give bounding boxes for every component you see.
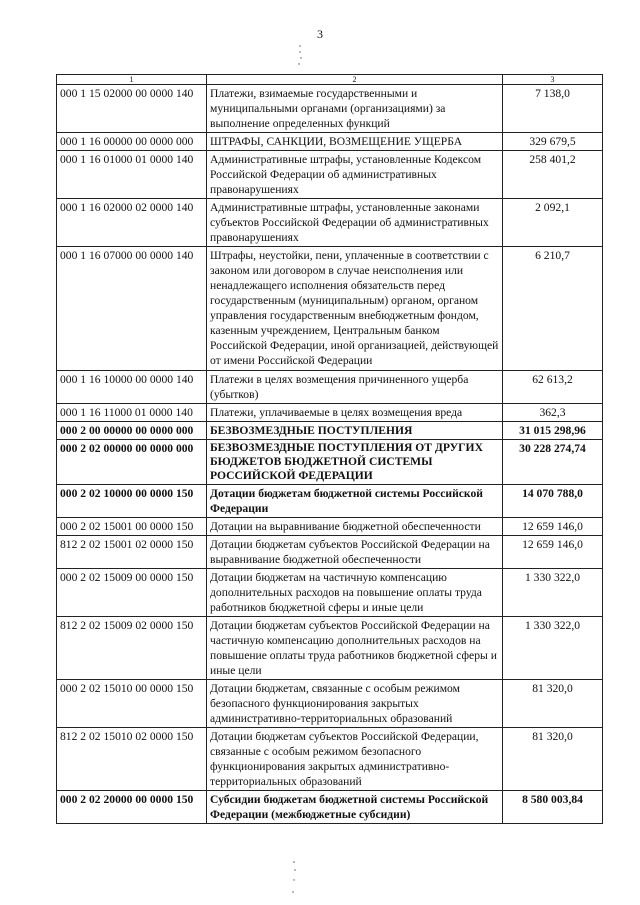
table-row [57, 791, 603, 824]
name-cell: Дотации бюджетам субъектов Российской Федерации на выравнивание бюджетной обеспеченности [207, 536, 503, 569]
column-header-code: 1 [57, 75, 207, 85]
column-header-amount: 3 [503, 75, 603, 85]
amount-cell: 30 228 274,74 [503, 440, 603, 485]
code-cell: 812 2 02 15001 02 0000 150 [57, 536, 207, 569]
table-row [57, 133, 603, 151]
code-cell: 000 2 02 20000 00 0000 150 [57, 791, 207, 824]
amount-cell: 12 659 146,0 [503, 518, 603, 536]
table-row [57, 569, 603, 617]
table-row [57, 680, 603, 728]
code-cell: 000 1 16 10000 00 0000 140 [57, 371, 207, 404]
amount-cell: 2 092,1 [503, 199, 603, 247]
code-cell: 000 2 02 15009 00 0000 150 [57, 569, 207, 617]
code-cell: 000 1 16 01000 01 0000 140 [57, 151, 207, 199]
code-cell: 812 2 02 15009 02 0000 150 [57, 617, 207, 680]
amount-cell: 14 070 788,0 [503, 485, 603, 518]
name-cell: Административные штрафы, установленные Кодексом Российской Федерации об административных правонарушениях [207, 151, 503, 199]
name-cell: Дотации бюджетам, связанные с особым режимом безопасного функционирования закрытых административно-территориальных образований [207, 680, 503, 728]
name-cell: Дотации бюджетам на частичную компенсацию дополнительных расходов на повышение оплаты труда работников бюджетной сферы и иные цели [207, 569, 503, 617]
code-cell: 000 1 16 02000 02 0000 140 [57, 199, 207, 247]
name-cell: Штрафы, неустойки, пени, уплаченные в соответствии с законом или договором в случае неисполнения или ненадлежащего исполнения обязательств перед государственным (муниципальным) органом, органом управления государственным внебюджетным фондом, казенным учреждением, Центральным банком Российской Федерации, иной организацией, действующей от имени Российской Федерации [207, 247, 503, 371]
table-row [57, 422, 603, 440]
table-row [57, 371, 603, 404]
amount-cell: 62 613,2 [503, 371, 603, 404]
code-cell: 000 1 16 00000 00 0000 000 [57, 133, 207, 151]
name-cell: Дотации на выравнивание бюджетной обеспеченности [207, 518, 503, 536]
code-cell: 812 2 02 15010 02 0000 150 [57, 728, 207, 791]
amount-cell: 12 659 146,0 [503, 536, 603, 569]
name-cell: Платежи, уплачиваемые в целях возмещения вреда [207, 404, 503, 422]
name-cell: Административные штрафы, установленные законами субъектов Российской Федерации об административных правонарушениях [207, 199, 503, 247]
name-cell: ШТРАФЫ, САНКЦИИ, ВОЗМЕЩЕНИЕ УЩЕРБА [207, 133, 503, 151]
amount-cell: 8 580 003,84 [503, 791, 603, 824]
name-cell: БЕЗВОЗМЕЗДНЫЕ ПОСТУПЛЕНИЯ ОТ ДРУГИХ БЮДЖЕТОВ БЮДЖЕТНОЙ СИСТЕМЫ РОССИЙСКОЙ ФЕДЕРАЦИИ [207, 440, 503, 485]
table-row [57, 617, 603, 680]
amount-cell: 362,3 [503, 404, 603, 422]
code-cell: 000 2 02 15001 00 0000 150 [57, 518, 207, 536]
table-row [57, 536, 603, 569]
table-row [57, 151, 603, 199]
amount-cell: 329 679,5 [503, 133, 603, 151]
table-row [57, 518, 603, 536]
amount-cell: 31 015 298,96 [503, 422, 603, 440]
code-cell: 000 2 02 15010 00 0000 150 [57, 680, 207, 728]
code-cell: 000 1 15 02000 00 0000 140 [57, 85, 207, 133]
table-row [57, 199, 603, 247]
amount-cell: 81 320,0 [503, 728, 603, 791]
amount-cell: 6 210,7 [503, 247, 603, 371]
table-row [57, 404, 603, 422]
amount-cell: 258 401,2 [503, 151, 603, 199]
amount-cell: 1 330 322,0 [503, 617, 603, 680]
page-number: 3 [317, 27, 323, 41]
name-cell: Платежи, взимаемые государственными и муниципальными органами (организациями) за выполнение определенных функций [207, 85, 503, 133]
column-header-name: 2 [207, 75, 503, 85]
code-cell: 000 2 00 00000 00 0000 000 [57, 422, 207, 440]
table-row [57, 440, 603, 485]
code-cell: 000 2 02 10000 00 0000 150 [57, 485, 207, 518]
name-cell: Дотации бюджетам бюджетной системы Российской Федерации [207, 485, 503, 518]
code-cell: 000 1 16 11000 01 0000 140 [57, 404, 207, 422]
table-header-row [57, 75, 603, 85]
table-row [57, 485, 603, 518]
name-cell: Дотации бюджетам субъектов Российской Федерации на частичную компенсацию дополнительных расходов на повышение оплаты труда работников бюджетной сферы и иные цели [207, 617, 503, 680]
name-cell: БЕЗВОЗМЕЗДНЫЕ ПОСТУПЛЕНИЯ [207, 422, 503, 440]
name-cell: Субсидии бюджетам бюджетной системы Российской Федерации (межбюджетные субсидии) [207, 791, 503, 824]
name-cell: Дотации бюджетам субъектов Российской Федерации, связанные с особым режимом безопасного функционирования закрытых административно-территориальных образований [207, 728, 503, 791]
table-row [57, 247, 603, 371]
code-cell: 000 2 02 00000 00 0000 000 [57, 440, 207, 485]
table-row [57, 85, 603, 133]
code-cell: 000 1 16 07000 00 0000 140 [57, 247, 207, 371]
amount-cell: 7 138,0 [503, 85, 603, 133]
name-cell: Платежи в целях возмещения причиненного ущерба (убытков) [207, 371, 503, 404]
amount-cell: 81 320,0 [503, 680, 603, 728]
table-row [57, 728, 603, 791]
amount-cell: 1 330 322,0 [503, 569, 603, 617]
budget-revenue-table [56, 74, 603, 824]
